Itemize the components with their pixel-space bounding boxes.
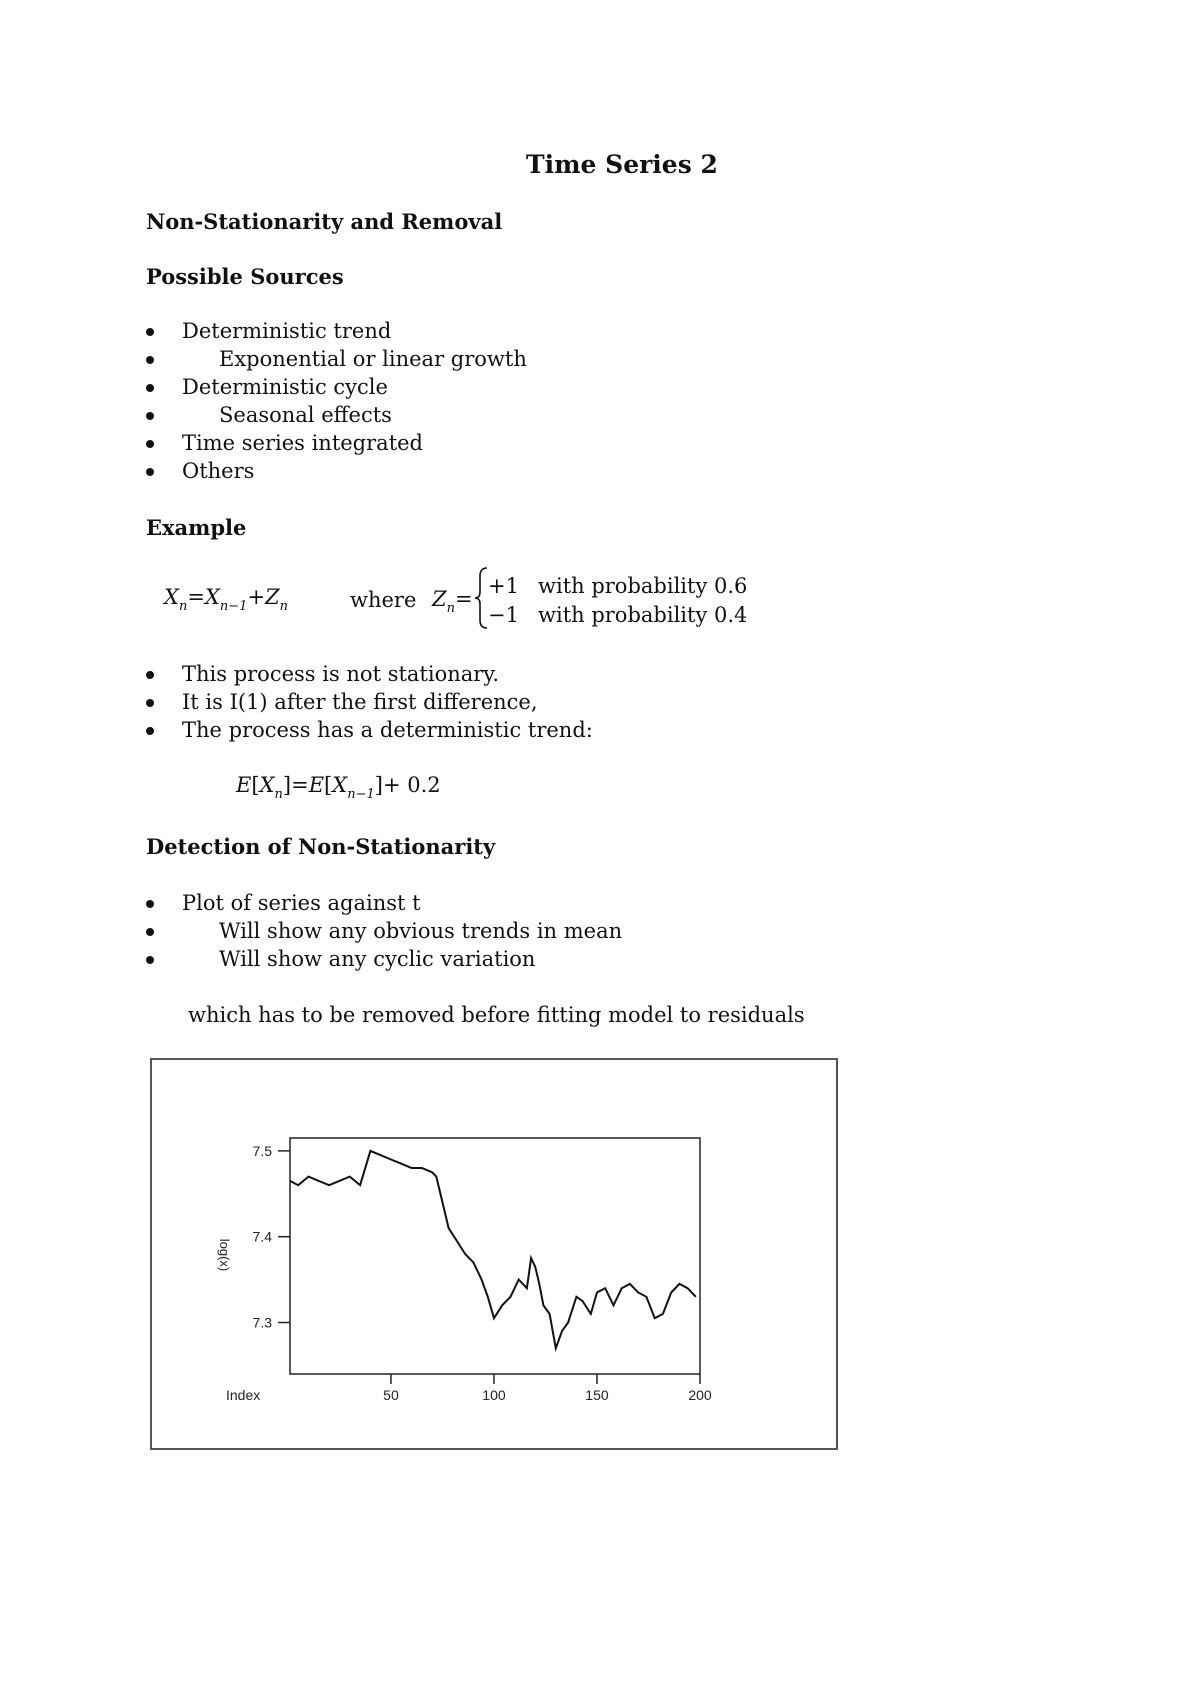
list-item-text: Others — [182, 459, 255, 483]
plot-box — [290, 1138, 700, 1374]
list-item-text: The process has a deterministic trend: — [182, 718, 593, 742]
bullet-icon — [146, 900, 154, 908]
detection-note: which has to be removed before fitting model to residuals — [188, 1003, 805, 1027]
bullet-icon — [146, 356, 154, 364]
page-title: Time Series 2 — [526, 150, 718, 179]
list-item-text: Deterministic cycle — [182, 375, 388, 399]
bullet-icon — [146, 928, 154, 936]
case-text: with probability 0.4 — [538, 603, 748, 627]
list-item-text: Seasonal effects — [219, 403, 392, 427]
list-item-text: Time series integrated — [182, 431, 423, 455]
detection-heading: Detection of Non-Stationarity — [146, 834, 496, 859]
bullet-icon — [146, 468, 154, 476]
y-tick-label: 7.4 — [252, 1228, 272, 1245]
x-tick-label: 100 — [482, 1387, 506, 1403]
where-label: where — [350, 588, 417, 612]
z-definition: $Z_n=$ — [432, 587, 473, 616]
list-item-text: It is I(1) after the first difference, — [182, 690, 538, 714]
bullet-icon — [146, 384, 154, 392]
y-axis-label: log(x) — [217, 1238, 232, 1272]
example-heading: Example — [146, 515, 247, 540]
x-tick-label: 150 — [585, 1387, 609, 1403]
section-heading: Non-Stationarity and Removal — [146, 209, 503, 234]
list-item-text: Exponential or linear growth — [219, 347, 527, 371]
bullet-icon — [146, 412, 154, 420]
list-item-text: Will show any obvious trends in mean — [219, 919, 623, 943]
list-item-text: Plot of series against t — [182, 891, 421, 915]
list-item-text: Deterministic trend — [182, 319, 392, 343]
x-axis-label: Index — [226, 1387, 261, 1403]
bullet-icon — [146, 328, 154, 336]
chart-svg — [152, 1060, 836, 1448]
bullet-icon — [146, 727, 154, 735]
recurrence-equation: $X_n=X_{n-1}+Z_n$ — [164, 585, 289, 614]
trend-equation: $E[X_n]=E[X_{n-1}]+ 0.2$ — [236, 773, 441, 802]
x-tick-label: 200 — [688, 1387, 712, 1403]
chart-figure — [150, 1058, 838, 1450]
bullet-icon — [146, 956, 154, 964]
list-item-text: Will show any cyclic variation — [219, 947, 536, 971]
bullet-icon — [146, 440, 154, 448]
y-tick-label: 7.5 — [252, 1142, 272, 1159]
case-value: −1 — [488, 603, 519, 627]
x-tick-label: 50 — [383, 1387, 399, 1403]
bullet-icon — [146, 699, 154, 707]
subsection-heading: Possible Sources — [146, 264, 344, 289]
y-tick-label: 7.3 — [252, 1314, 272, 1331]
list-item-text: This process is not stationary. — [182, 662, 500, 686]
bullet-icon — [146, 671, 154, 679]
series-line — [290, 1151, 696, 1348]
case-text: with probability 0.6 — [538, 574, 748, 598]
case-value: +1 — [488, 574, 519, 598]
